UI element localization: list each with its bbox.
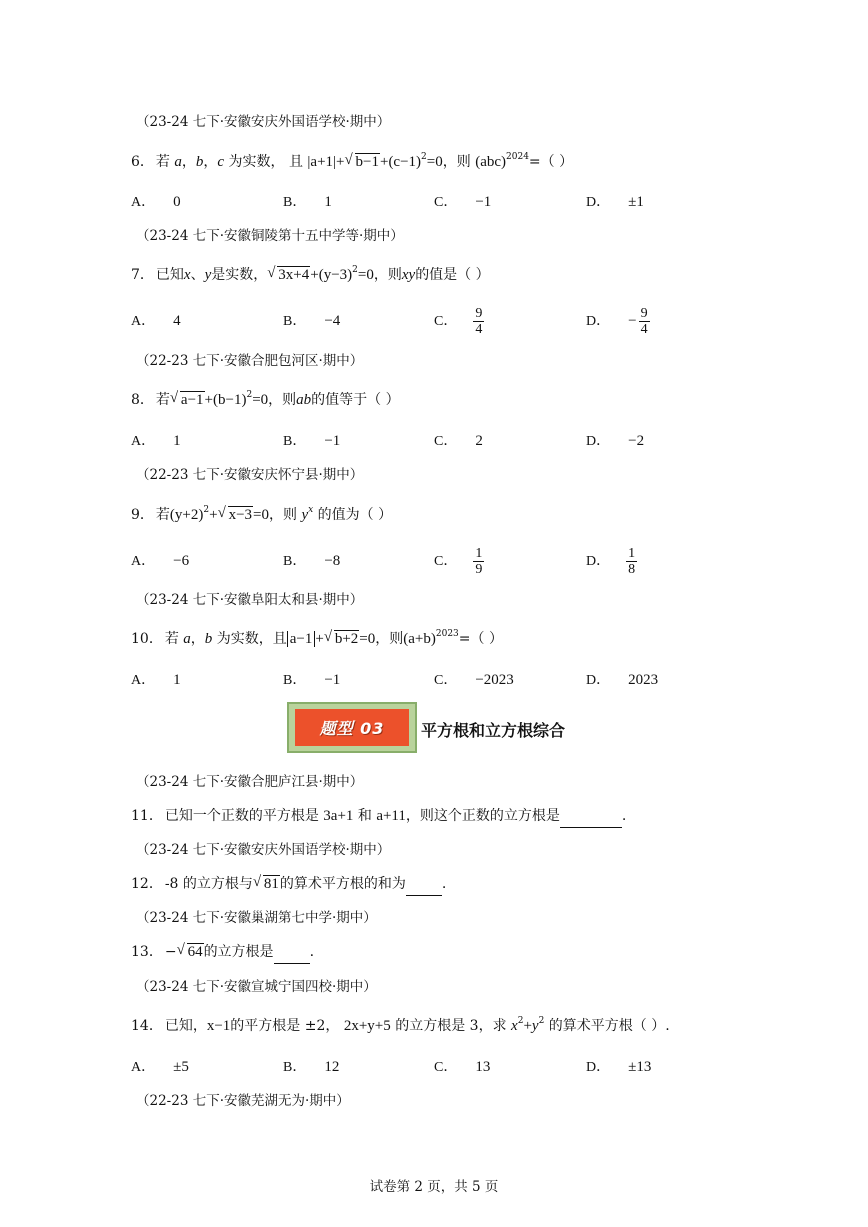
option-d[interactable]: D． ±1 — [586, 194, 644, 210]
question-source: （22-23 七下·安徽合肥包河区·期中） — [136, 353, 364, 369]
question-source: （23-24 七下·安徽巢湖第七中学·期中） — [136, 910, 377, 926]
question-source: （23-24 七下·安徽合肥庐江县·期中） — [136, 774, 364, 790]
option-a[interactable]: A． 1 — [131, 433, 181, 449]
question-8-options — [0, 423, 868, 459]
sqrt-symbol: √ x−3 — [219, 504, 253, 526]
option-d[interactable]: D． $\frac{1}{8}$ — [586, 545, 636, 577]
section-badge — [287, 702, 417, 753]
option-a[interactable]: A． 4 — [131, 313, 181, 329]
question-source: （22-23 七下·安徽芜湖无为·期中） — [136, 1093, 350, 1109]
question-source: （23-24 七下·安徽铜陵第十五中学等·期中） — [136, 228, 404, 244]
option-a[interactable]: A． 0 — [131, 194, 181, 210]
option-b[interactable]: B． −1 — [283, 672, 341, 688]
section-badge-label: 题型 03 — [319, 719, 385, 738]
option-d[interactable]: D． 2023 — [586, 672, 659, 688]
option-d[interactable]: D． −2 — [586, 433, 645, 449]
fraction: $\frac{9}{4}$ — [640, 305, 648, 337]
sqrt-symbol: √ 3x+4 — [268, 264, 310, 286]
section-title: 平方根和立方根综合 — [421, 721, 566, 740]
question-7-stem: 7． 已知x、y是实数，√ $3x+4+(y-3)^2=0$，则xy的值是（ ） — [131, 264, 490, 286]
option-a[interactable]: A． −6 — [131, 553, 190, 569]
sqrt-symbol: √ b−1 — [346, 151, 380, 173]
question-13-stem: 13． −√ 64的立方根是 . — [131, 941, 314, 964]
answer-blank[interactable] — [560, 805, 622, 828]
question-8-stem: 8． 若√ $a-1+(b-1)^2=0$，则ab的值等于（ ） — [131, 389, 400, 411]
option-c[interactable]: C． −1 — [434, 194, 492, 210]
sqrt-symbol: √ a−1 — [171, 389, 205, 411]
question-9-options — [0, 543, 868, 579]
option-c[interactable]: C． $\frac{1}{9}$ — [434, 545, 483, 577]
option-b[interactable]: B． 1 — [283, 194, 332, 210]
answer-blank[interactable] — [274, 941, 310, 964]
question-9-stem: 9． 若$(y+2)^2+√$ x−3=0，则 $y^x$ 的值为（ ） — [131, 504, 392, 526]
question-source: （23-24 七下·安徽宣城宁国四校·期中） — [136, 979, 377, 995]
option-a[interactable]: A． ±5 — [131, 1059, 189, 1075]
question-source: （22-23 七下·安徽安庆怀宁县·期中） — [136, 467, 364, 483]
option-c[interactable]: C． 13 — [434, 1059, 491, 1075]
question-11-stem: 11． 已知一个正数的平方根是 3a+1 和 a+11，则这个正数的立方根是 . — [131, 805, 626, 828]
question-14-stem: 14． 已知，x−1的平方根是 ±2， 2x+y+5 的立方根是 3，求 $x^2+y^2$ 的算术平方根（ ）. — [131, 1016, 670, 1034]
answer-blank[interactable] — [406, 873, 442, 896]
question-10-options — [0, 662, 868, 698]
option-c[interactable]: C． $\frac{9}{4}$ — [434, 305, 483, 337]
fraction: $\frac{1}{8}$ — [628, 545, 636, 577]
page-footer: 试卷第 2 页，共 5 页 — [369, 1179, 499, 1195]
question-10-stem: 10． 若 a，b 为实数，且 a−1 +√ b+2=0，则$(a+b)^{2023}=$（ ） — [131, 628, 503, 650]
option-c[interactable]: C． −2023 — [434, 672, 514, 688]
fraction: $\frac{9}{4}$ — [475, 305, 483, 337]
question-6-options — [0, 184, 868, 220]
question-7-options — [0, 303, 868, 339]
fraction: $\frac{1}{9}$ — [475, 545, 483, 577]
question-source: （23-24 七下·安徽阜阳太和县·期中） — [136, 592, 364, 608]
question-6-stem: 6． 若 a，b，c 为实数， 且 |a+1|+√ $b-1+(c-1)^2=0$，则 (abc)$^{2024}$=（ ） — [131, 151, 573, 173]
sqrt-symbol: √ 81 — [254, 873, 280, 895]
option-b[interactable]: B． 12 — [283, 1059, 340, 1075]
sqrt-symbol: √ 64 — [178, 941, 204, 963]
option-b[interactable]: B． −8 — [283, 553, 341, 569]
option-d[interactable]: D． ±13 — [586, 1059, 652, 1075]
option-a[interactable]: A． 1 — [131, 672, 181, 688]
question-14-options — [0, 1049, 868, 1085]
option-b[interactable]: B． −4 — [283, 313, 341, 329]
option-c[interactable]: C． 2 — [434, 433, 483, 449]
option-b[interactable]: B． −1 — [283, 433, 341, 449]
question-source: （23-24 七下·安徽安庆外国语学校·期中） — [136, 114, 391, 130]
question-source: （23-24 七下·安徽安庆外国语学校·期中） — [136, 842, 391, 858]
sqrt-symbol: √ b+2 — [325, 628, 359, 650]
question-12-stem: 12． -8 的立方根与√ 81的算术平方根的和为 . — [131, 873, 446, 896]
option-d[interactable]: D． − $\frac{9}{4}$ — [586, 305, 648, 337]
